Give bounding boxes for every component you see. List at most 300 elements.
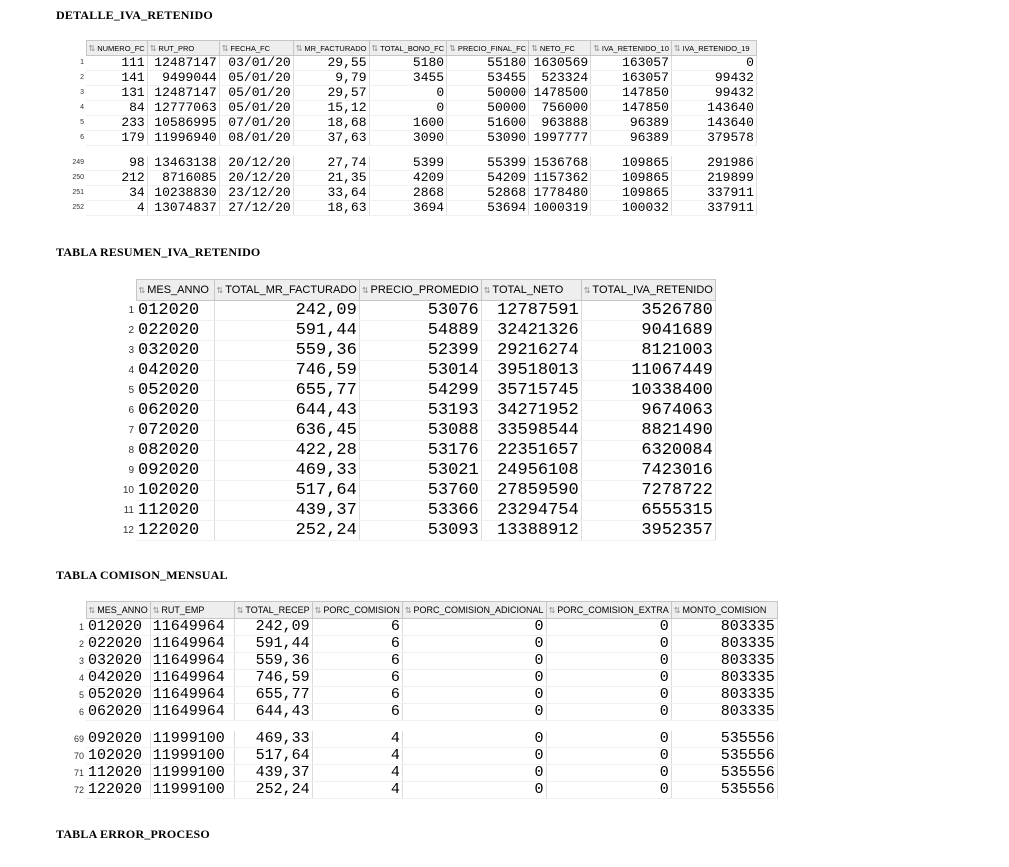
table-cell: 803335 bbox=[671, 619, 777, 636]
table-cell: 11999100 bbox=[150, 748, 234, 765]
table-cell: 4 bbox=[312, 765, 402, 782]
table-cell: 252,24 bbox=[214, 521, 359, 541]
row-number[interactable]: 5 bbox=[56, 116, 86, 131]
table-row[interactable] bbox=[56, 704, 777, 721]
table-cell: 33598544 bbox=[481, 421, 581, 441]
row-number[interactable]: 10 bbox=[106, 481, 136, 501]
table-cell: 6 bbox=[312, 704, 402, 721]
column-header-label: TOTAL_MR_FACTURADO bbox=[225, 284, 357, 296]
table-cell: 252,24 bbox=[234, 782, 312, 799]
table-cell: 05/01/20 bbox=[219, 101, 293, 116]
table-cell: 4209 bbox=[369, 171, 447, 186]
table-cell: 143640 bbox=[671, 101, 756, 116]
row-number[interactable]: 9 bbox=[106, 461, 136, 481]
table-cell: 746,59 bbox=[234, 670, 312, 687]
table-cell: 32421326 bbox=[481, 321, 581, 341]
table-cell: 11999100 bbox=[150, 765, 234, 782]
table-cell: 591,44 bbox=[214, 321, 359, 341]
row-number[interactable]: 3 bbox=[56, 653, 86, 670]
table-row[interactable] bbox=[106, 461, 715, 481]
table-cell: 8821490 bbox=[581, 421, 715, 441]
table-row[interactable] bbox=[56, 765, 777, 782]
column-header-label: PRECIO_PROMEDIO bbox=[370, 284, 479, 296]
column-header-porc-comision-extra[interactable] bbox=[546, 602, 671, 619]
table-cell: 131 bbox=[86, 86, 147, 101]
table-cell: 11649964 bbox=[150, 687, 234, 704]
table-cell: 082020 bbox=[136, 441, 214, 461]
table-row[interactable] bbox=[106, 361, 715, 381]
row-number[interactable]: 2 bbox=[56, 636, 86, 653]
comision-mensual-grid bbox=[56, 601, 778, 799]
row-number[interactable]: 70 bbox=[56, 748, 86, 765]
row-number[interactable]: 6 bbox=[106, 401, 136, 421]
table-cell: 517,64 bbox=[214, 481, 359, 501]
table-cell: 803335 bbox=[671, 670, 777, 687]
sort-arrows-icon[interactable]: ⇅ bbox=[548, 606, 556, 615]
table-row[interactable] bbox=[56, 131, 756, 146]
sort-arrows-icon[interactable]: ⇅ bbox=[152, 606, 160, 615]
table-cell: 27/12/20 bbox=[219, 201, 293, 216]
table-cell: 37,63 bbox=[293, 131, 369, 146]
table-cell: 11996940 bbox=[147, 131, 219, 146]
table-cell: 7278722 bbox=[581, 481, 715, 501]
table-cell: 0 bbox=[402, 619, 546, 636]
table-cell: 53694 bbox=[447, 201, 529, 216]
table-cell: 13074837 bbox=[147, 201, 219, 216]
sort-arrows-icon[interactable]: ⇅ bbox=[593, 43, 600, 53]
table-cell: 11649964 bbox=[150, 619, 234, 636]
row-number[interactable]: 69 bbox=[56, 731, 86, 748]
row-gap bbox=[56, 146, 756, 157]
table-cell: 1000319 bbox=[529, 201, 591, 216]
table-cell: 0 bbox=[402, 636, 546, 653]
table-cell: 644,43 bbox=[234, 704, 312, 721]
table-cell: 53014 bbox=[359, 361, 481, 381]
column-header-monto-comision[interactable] bbox=[671, 602, 777, 619]
sort-arrows-icon[interactable]: ⇅ bbox=[236, 606, 244, 615]
table-cell: 11999100 bbox=[150, 731, 234, 748]
table-cell: 0 bbox=[546, 704, 671, 721]
column-header-total-iva-retenido[interactable] bbox=[581, 280, 715, 301]
row-number[interactable]: 252 bbox=[56, 201, 86, 216]
row-number[interactable]: 8 bbox=[106, 441, 136, 461]
table-cell: 439,37 bbox=[234, 765, 312, 782]
row-number[interactable]: 251 bbox=[56, 186, 86, 201]
table-cell: 112020 bbox=[136, 501, 214, 521]
row-number[interactable]: 12 bbox=[106, 521, 136, 541]
table-cell: 0 bbox=[546, 670, 671, 687]
row-number[interactable]: 6 bbox=[56, 704, 86, 721]
table-cell: 6 bbox=[312, 653, 402, 670]
table-cell: 8716085 bbox=[147, 171, 219, 186]
table-cell: 12487147 bbox=[147, 86, 219, 101]
table-cell: 55180 bbox=[447, 56, 529, 71]
row-number[interactable]: 1 bbox=[56, 619, 86, 636]
table-cell: 1536768 bbox=[529, 156, 591, 171]
sort-arrows-icon[interactable]: ⇅ bbox=[371, 43, 379, 53]
title-comision-mensual: TABLA COMISON_MENSUAL bbox=[56, 568, 228, 582]
column-header-total-recep[interactable] bbox=[234, 602, 312, 619]
sort-arrows-icon[interactable]: ⇅ bbox=[531, 43, 538, 53]
table-cell: 6 bbox=[312, 636, 402, 653]
table-cell: 10238830 bbox=[147, 186, 219, 201]
table-cell: 20/12/20 bbox=[219, 171, 293, 186]
sort-arrows-icon[interactable]: ⇅ bbox=[149, 43, 157, 53]
row-number-header bbox=[56, 602, 86, 619]
row-number[interactable]: 4 bbox=[56, 670, 86, 687]
table-cell: 08/01/20 bbox=[219, 131, 293, 146]
table-cell: 012020 bbox=[86, 619, 150, 636]
table-cell: 644,43 bbox=[214, 401, 359, 421]
table-row[interactable] bbox=[56, 156, 756, 171]
table-cell: 0 bbox=[402, 748, 546, 765]
table-cell: 379578 bbox=[671, 131, 756, 146]
table-cell: 803335 bbox=[671, 653, 777, 670]
table-cell: 291986 bbox=[671, 156, 756, 171]
row-number[interactable]: 1 bbox=[56, 56, 86, 71]
table-cell: 34271952 bbox=[481, 401, 581, 421]
table-cell: 0 bbox=[546, 782, 671, 799]
table-cell: 12787591 bbox=[481, 301, 581, 321]
table-cell: 53176 bbox=[359, 441, 481, 461]
table-cell: 0 bbox=[369, 101, 447, 116]
column-header-label: MES_ANNO bbox=[97, 605, 148, 615]
table-cell: 0 bbox=[402, 687, 546, 704]
table-cell: 8121003 bbox=[581, 341, 715, 361]
table-cell: 559,36 bbox=[234, 653, 312, 670]
table-cell: 1778480 bbox=[529, 186, 591, 201]
table-cell: 21,35 bbox=[293, 171, 369, 186]
sort-arrows-icon[interactable]: ⇅ bbox=[88, 606, 96, 615]
column-header-iva-retenido-10[interactable] bbox=[591, 41, 672, 56]
table-cell: 05/01/20 bbox=[219, 71, 293, 86]
table-cell: 535556 bbox=[671, 731, 777, 748]
table-cell: 1997777 bbox=[529, 131, 591, 146]
table-row[interactable] bbox=[56, 186, 756, 201]
table-cell: 0 bbox=[402, 782, 546, 799]
table-row[interactable] bbox=[106, 381, 715, 401]
table-cell: 7423016 bbox=[581, 461, 715, 481]
table-cell: 0 bbox=[402, 704, 546, 721]
column-header-mes-anno[interactable] bbox=[136, 280, 214, 301]
row-number[interactable]: 7 bbox=[106, 421, 136, 441]
table-cell: 18,63 bbox=[293, 201, 369, 216]
table-row[interactable] bbox=[106, 401, 715, 421]
table-row[interactable] bbox=[56, 116, 756, 131]
table-cell: 042020 bbox=[136, 361, 214, 381]
column-header-label: TOTAL_RECEP bbox=[245, 605, 310, 615]
table-cell: 12777063 bbox=[147, 101, 219, 116]
table-cell: 10586995 bbox=[147, 116, 219, 131]
table-cell: 535556 bbox=[671, 765, 777, 782]
title-error-proceso: TABLA ERROR_PROCESO bbox=[56, 827, 210, 841]
row-number[interactable]: 1 bbox=[106, 301, 136, 321]
table-cell: 11649964 bbox=[150, 636, 234, 653]
table-row[interactable] bbox=[106, 501, 715, 521]
table-cell: 0 bbox=[546, 653, 671, 670]
table-cell: 2868 bbox=[369, 186, 447, 201]
row-number[interactable]: 71 bbox=[56, 765, 86, 782]
table-cell: 337911 bbox=[671, 201, 756, 216]
table-row[interactable] bbox=[56, 56, 756, 71]
column-header-label: IVA_RETENIDO_10 bbox=[601, 43, 669, 53]
table-row[interactable] bbox=[106, 301, 715, 321]
table-cell: 53760 bbox=[359, 481, 481, 501]
table-cell: 052020 bbox=[86, 687, 150, 704]
sort-arrows-icon[interactable]: ⇅ bbox=[673, 43, 681, 53]
table-row[interactable] bbox=[56, 670, 777, 687]
row-number[interactable]: 249 bbox=[56, 156, 86, 171]
table-cell: 3694 bbox=[369, 201, 447, 216]
table-cell: 109865 bbox=[591, 186, 672, 201]
row-number[interactable]: 2 bbox=[56, 71, 86, 86]
table-row[interactable] bbox=[56, 619, 777, 636]
column-header-label: MR_FACTURADO bbox=[304, 43, 367, 53]
row-number[interactable]: 6 bbox=[56, 131, 86, 146]
table-row[interactable] bbox=[106, 441, 715, 461]
table-row[interactable] bbox=[106, 321, 715, 341]
table-cell: 052020 bbox=[136, 381, 214, 401]
row-number[interactable]: 11 bbox=[106, 501, 136, 521]
table-cell: 11649964 bbox=[150, 704, 234, 721]
table-cell: 179 bbox=[86, 131, 147, 146]
table-cell: 0 bbox=[546, 765, 671, 782]
column-header-label: FECHA_FC bbox=[230, 43, 271, 53]
sort-arrows-icon[interactable]: ⇅ bbox=[361, 286, 369, 295]
table-cell: 141 bbox=[86, 71, 147, 86]
table-cell: 143640 bbox=[671, 116, 756, 131]
table-cell: 6555315 bbox=[581, 501, 715, 521]
table-cell: 3455 bbox=[369, 71, 447, 86]
sort-arrows-icon[interactable]: ⇅ bbox=[449, 43, 456, 53]
table-cell: 122020 bbox=[136, 521, 214, 541]
column-header-rut-emp[interactable] bbox=[150, 602, 234, 619]
table-row[interactable] bbox=[56, 653, 777, 670]
row-gap bbox=[56, 721, 777, 732]
table-row[interactable] bbox=[56, 748, 777, 765]
table-cell: 0 bbox=[402, 765, 546, 782]
table-cell: 5180 bbox=[369, 56, 447, 71]
column-header-label: PRECIO_FINAL_FC bbox=[457, 43, 527, 53]
table-row[interactable] bbox=[56, 687, 777, 704]
sort-arrows-icon[interactable]: ⇅ bbox=[404, 606, 412, 615]
table-cell: 242,09 bbox=[214, 301, 359, 321]
table-cell: 27,74 bbox=[293, 156, 369, 171]
table-cell: 1630569 bbox=[529, 56, 591, 71]
table-cell: 100032 bbox=[591, 201, 672, 216]
column-header-numero-fc[interactable] bbox=[86, 41, 147, 56]
row-number[interactable]: 5 bbox=[56, 687, 86, 704]
table-cell: 4 bbox=[312, 748, 402, 765]
table-cell: 122020 bbox=[86, 782, 150, 799]
table-cell: 23/12/20 bbox=[219, 186, 293, 201]
table-cell: 523324 bbox=[529, 71, 591, 86]
table-cell: 109865 bbox=[591, 171, 672, 186]
table-cell: 53455 bbox=[447, 71, 529, 86]
sort-arrows-icon[interactable]: ⇅ bbox=[216, 286, 224, 295]
column-header-total-bono-fc[interactable] bbox=[369, 41, 447, 56]
table-cell: 147850 bbox=[591, 101, 672, 116]
table-cell: 439,37 bbox=[214, 501, 359, 521]
column-header-label: TOTAL_BONO_FC bbox=[380, 43, 445, 53]
table-cell: 535556 bbox=[671, 748, 777, 765]
column-header-porc-comision[interactable] bbox=[312, 602, 402, 619]
table-cell: 96389 bbox=[591, 116, 672, 131]
table-cell: 022020 bbox=[86, 636, 150, 653]
table-row[interactable] bbox=[56, 782, 777, 799]
table-cell: 13463138 bbox=[147, 156, 219, 171]
table-cell: 112020 bbox=[86, 765, 150, 782]
table-cell: 51600 bbox=[447, 116, 529, 131]
table-cell: 3526780 bbox=[581, 301, 715, 321]
table-cell: 636,45 bbox=[214, 421, 359, 441]
row-number[interactable]: 3 bbox=[106, 341, 136, 361]
table-cell: 102020 bbox=[136, 481, 214, 501]
sort-arrows-icon[interactable]: ⇅ bbox=[483, 286, 491, 295]
column-header-total-neto[interactable] bbox=[481, 280, 581, 301]
table-cell: 3090 bbox=[369, 131, 447, 146]
table-cell: 0 bbox=[546, 731, 671, 748]
row-number[interactable]: 3 bbox=[56, 86, 86, 101]
table-cell: 535556 bbox=[671, 782, 777, 799]
table-cell: 9041689 bbox=[581, 321, 715, 341]
column-header-label: PORC_COMISION bbox=[323, 605, 400, 615]
table-cell: 111 bbox=[86, 56, 147, 71]
table-cell: 0 bbox=[402, 670, 546, 687]
column-header-label: IVA_RETENIDO_19 bbox=[682, 43, 750, 53]
column-header-fecha-fc[interactable] bbox=[219, 41, 293, 56]
table-cell: 35715745 bbox=[481, 381, 581, 401]
column-header-label: PORC_COMISION_EXTRA bbox=[557, 605, 669, 615]
row-number[interactable]: 4 bbox=[106, 361, 136, 381]
table-cell: 52399 bbox=[359, 341, 481, 361]
table-cell: 53093 bbox=[359, 521, 481, 541]
resumen-iva-retenido-grid bbox=[106, 279, 716, 541]
table-cell: 062020 bbox=[86, 704, 150, 721]
table-cell: 4 bbox=[312, 782, 402, 799]
sort-arrows-icon[interactable]: ⇅ bbox=[88, 43, 96, 53]
table-cell: 163057 bbox=[591, 56, 672, 71]
table-cell: 0 bbox=[402, 653, 546, 670]
table-cell: 52868 bbox=[447, 186, 529, 201]
table-cell: 9499044 bbox=[147, 71, 219, 86]
table-row[interactable] bbox=[56, 71, 756, 86]
table-cell: 6 bbox=[312, 619, 402, 636]
sort-arrows-icon[interactable]: ⇅ bbox=[138, 286, 146, 295]
table-row[interactable] bbox=[56, 101, 756, 116]
table-cell: 15,12 bbox=[293, 101, 369, 116]
title-detalle-iva-retenido: DETALLE_IVA_RETENIDO bbox=[56, 8, 213, 22]
table-row[interactable] bbox=[56, 171, 756, 186]
column-header-mes-anno[interactable] bbox=[86, 602, 150, 619]
table-cell: 53088 bbox=[359, 421, 481, 441]
table-row[interactable] bbox=[56, 86, 756, 101]
row-number[interactable]: 72 bbox=[56, 782, 86, 799]
row-number[interactable]: 4 bbox=[56, 101, 86, 116]
table-cell: 0 bbox=[369, 86, 447, 101]
table-row[interactable] bbox=[106, 521, 715, 541]
table-cell: 29216274 bbox=[481, 341, 581, 361]
column-header-precio-promedio[interactable] bbox=[359, 280, 481, 301]
table-cell: 99432 bbox=[671, 71, 756, 86]
table-cell: 0 bbox=[671, 56, 756, 71]
row-number[interactable]: 2 bbox=[106, 321, 136, 341]
table-cell: 559,36 bbox=[214, 341, 359, 361]
table-cell: 98 bbox=[86, 156, 147, 171]
table-cell: 109865 bbox=[591, 156, 672, 171]
table-cell: 032020 bbox=[86, 653, 150, 670]
table-cell: 422,28 bbox=[214, 441, 359, 461]
sort-arrows-icon[interactable]: ⇅ bbox=[314, 606, 322, 615]
column-header-label: TOTAL_IVA_RETENIDO bbox=[592, 284, 713, 296]
table-cell: 469,33 bbox=[234, 731, 312, 748]
row-number[interactable]: 250 bbox=[56, 171, 86, 186]
table-cell: 0 bbox=[546, 619, 671, 636]
column-header-rut-pro[interactable] bbox=[147, 41, 219, 56]
table-cell: 3952357 bbox=[581, 521, 715, 541]
table-cell: 591,44 bbox=[234, 636, 312, 653]
table-cell: 22351657 bbox=[481, 441, 581, 461]
column-header-neto-fc[interactable] bbox=[529, 41, 591, 56]
table-cell: 6320084 bbox=[581, 441, 715, 461]
column-header-mr-facturado[interactable] bbox=[293, 41, 369, 56]
table-cell: 54889 bbox=[359, 321, 481, 341]
table-cell: 092020 bbox=[86, 731, 150, 748]
table-cell: 23294754 bbox=[481, 501, 581, 521]
table-cell: 50000 bbox=[447, 86, 529, 101]
table-cell: 0 bbox=[546, 636, 671, 653]
table-cell: 4 bbox=[312, 731, 402, 748]
column-header-total-mr-facturado[interactable] bbox=[214, 280, 359, 301]
sort-arrows-icon[interactable]: ⇅ bbox=[673, 606, 681, 615]
table-cell: 9674063 bbox=[581, 401, 715, 421]
column-header-label: MES_ANNO bbox=[147, 284, 209, 296]
table-row[interactable] bbox=[106, 481, 715, 501]
table-row[interactable] bbox=[106, 421, 715, 441]
table-cell: 53021 bbox=[359, 461, 481, 481]
table-cell: 11067449 bbox=[581, 361, 715, 381]
table-cell: 39518013 bbox=[481, 361, 581, 381]
table-cell: 4 bbox=[86, 201, 147, 216]
column-header-label: PORC_COMISION_ADICIONAL bbox=[413, 605, 544, 615]
table-cell: 18,68 bbox=[293, 116, 369, 131]
table-row[interactable] bbox=[56, 731, 777, 748]
table-cell: 032020 bbox=[136, 341, 214, 361]
row-number-header bbox=[106, 280, 136, 301]
sort-arrows-icon[interactable]: ⇅ bbox=[295, 43, 303, 53]
table-cell: 0 bbox=[546, 687, 671, 704]
column-header-precio-final-fc[interactable] bbox=[447, 41, 529, 56]
title-resumen-iva-retenido: TABLA RESUMEN_IVA_RETENIDO bbox=[56, 245, 261, 259]
table-cell: 03/01/20 bbox=[219, 56, 293, 71]
table-cell: 20/12/20 bbox=[219, 156, 293, 171]
table-cell: 022020 bbox=[136, 321, 214, 341]
table-row[interactable] bbox=[56, 636, 777, 653]
table-cell: 1600 bbox=[369, 116, 447, 131]
column-header-porc-comision-adicional[interactable] bbox=[402, 602, 546, 619]
column-header-iva-retenido-19[interactable] bbox=[671, 41, 756, 56]
table-row[interactable] bbox=[106, 341, 715, 361]
row-number[interactable]: 5 bbox=[106, 381, 136, 401]
sort-arrows-icon[interactable]: ⇅ bbox=[583, 286, 591, 295]
table-cell: 84 bbox=[86, 101, 147, 116]
table-row[interactable] bbox=[56, 201, 756, 216]
table-cell: 803335 bbox=[671, 636, 777, 653]
table-cell: 219899 bbox=[671, 171, 756, 186]
sort-arrows-icon[interactable]: ⇅ bbox=[221, 43, 229, 53]
table-cell: 102020 bbox=[86, 748, 150, 765]
column-header-label: NETO_FC bbox=[539, 43, 575, 53]
